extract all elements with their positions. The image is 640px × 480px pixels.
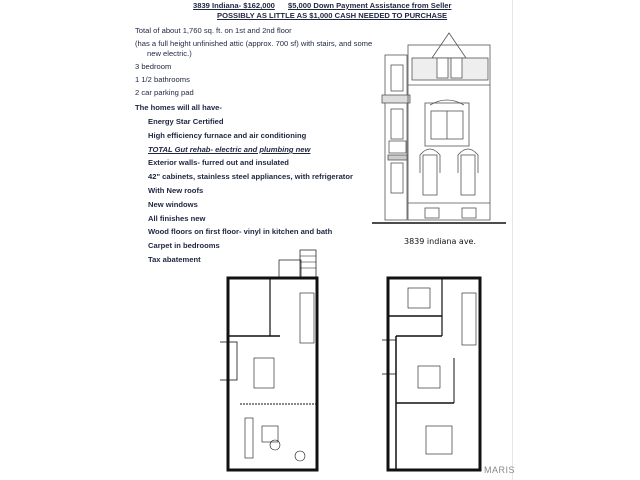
feature-item: TOTAL Gut rehab- electric and plumbing new <box>148 145 311 154</box>
features-heading: The homes will all have- <box>135 103 222 112</box>
feature-item: All finishes new <box>148 214 206 223</box>
feature-item: High efficiency furnace and air conditioning <box>148 131 307 140</box>
bathrooms-text: 1 1/2 bathrooms <box>135 75 190 84</box>
listing-title: 3839 Indiana- $162,000 <box>193 1 275 10</box>
listing-subtitle: POSSIBLY AS LITTLE AS $1,000 CASH NEEDED TO PURCHASE <box>217 11 448 20</box>
feature-item: 42" cabinets, stainless steel appliances, with refrigerator <box>148 172 353 181</box>
first-floor-plan <box>220 248 325 476</box>
feature-item: Energy Star Certified <box>148 117 224 126</box>
feature-item: Tax abatement <box>148 255 201 264</box>
second-floor-plan <box>382 248 487 476</box>
feature-item: With New roofs <box>148 186 204 195</box>
feature-item: Exterior walls- furred out and insulated <box>148 158 289 167</box>
sqft-text: Total of about 1,760 sq. ft. on 1st and 2nd floor <box>135 26 292 35</box>
bedrooms-text: 3 bedroom <box>135 62 172 71</box>
feature-item: Wood floors on first floor- vinyl in kitchen and bath <box>148 227 333 236</box>
parking-text: 2 car parking pad <box>135 88 194 97</box>
house-elevation-drawing <box>370 25 520 235</box>
elevation-caption: 3839 indiana ave. <box>404 237 477 246</box>
feature-item: Carpet in bedrooms <box>148 241 220 250</box>
attic-text-cont: new electric.) <box>147 49 192 58</box>
attic-text: (has a full height unfinished attic (approx. 700 sf) with stairs, and some <box>135 39 373 48</box>
feature-item: New windows <box>148 200 198 209</box>
maris-watermark: MARIS <box>484 465 516 475</box>
assistance-text: $5,000 Down Payment Assistance from Seller <box>288 1 452 10</box>
